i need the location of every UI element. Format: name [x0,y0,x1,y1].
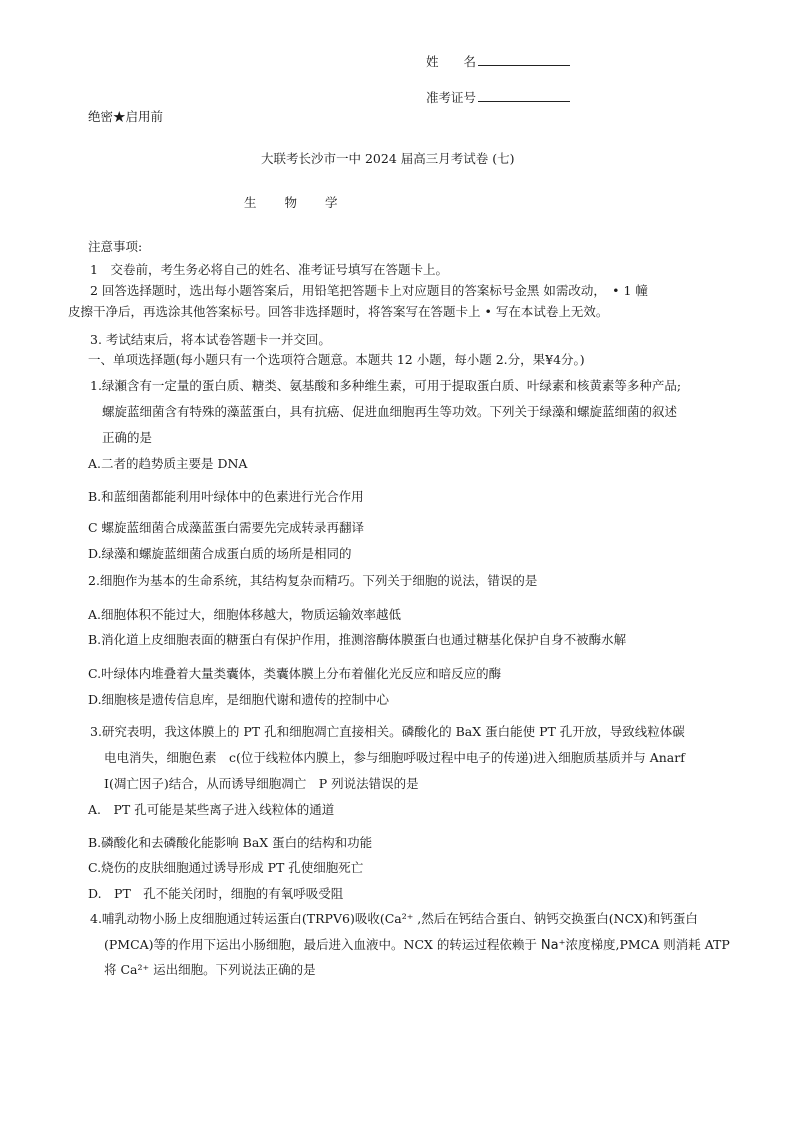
q1-option-c: C 螺旋蓝细菌合成藻蓝蛋白需要先完成转录再翻译 [88,520,365,535]
id-field [426,89,570,106]
q3-option-b: B.磷酸化和去磷酸化能影响 BaX 蛋白的结构和功能 [88,835,373,850]
q2-stem: 2.细胞作为基本的生命系统，其结构复杂而精巧。下列关于细胞的说法，错误的是 [88,573,538,588]
q2-option-b: B.消化道上皮细胞表面的糖蛋白有保护作用，推测溶酶体膜蛋白也通过糖基化保护自身不被酶水解 [88,632,627,647]
notes-item-2a: 2 回答选择题时，选出每小题答案后，用铅笔把答题卡上对应题目的答案标号金黑 如需改动， • 1 幢 [90,283,648,298]
notes-title: 注意事项: [88,239,143,254]
secret-label: 绝密★启用前 [88,109,164,124]
name-blank [478,53,570,66]
notes-item-2b: 皮擦干净后，再选涂其他答案标号。回答非选择题时，将答案写在答题卡上 • 写在本试卷上无效。 [68,304,609,319]
q1-stem-2: 螺旋蓝细菌含有特殊的藻蓝蛋白，具有抗癌、促进血细胞再生等功效。下列关于绿藻和螺旋蓝细菌的叙述 [102,404,678,419]
notes-item-1: 1 交卷前，考生务必将自己的姓名、准考证号填写在答题卡上。 [90,262,448,277]
q4-stem-3: 将 Ca²⁺ 运出细胞。下列说法正确的是 [104,962,316,977]
q1-stem-3: 正确的是 [102,430,153,445]
id-blank [478,89,570,102]
q1-option-a: A.二者的趋势质主要是 DNA [88,456,248,471]
q2-option-c: C.叶绿体内堆叠着大量类囊体，类囊体膜上分布着催化光反应和暗反应的酶 [88,666,502,681]
q3-stem-3: I(凋亡因子)结合，从而诱导细胞凋亡 P 列说法错误的是 [104,776,419,791]
exam-title: 大联考长沙市一中 2024 届高三月考试卷 (七) [261,151,515,166]
q4-stem-2 [104,937,730,954]
q3-stem-2: 电电消失，细胞色素 c(位于线粒体内膜上，参与细胞呼吸过程中电子的传递)进入细胞质基质并与 Anarf [104,750,685,765]
id-label: 准考证号 [426,90,477,105]
q2-option-d: D.细胞核是遗传信息库，是细胞代谢和遗传的控制中心 [88,692,390,707]
q3-option-c: C.烧伤的皮肤细胞通过诱导形成 PT 孔使细胞死亡 [88,860,364,875]
q2-option-a: A.细胞体积不能过大，细胞体移越大，物质运输效率越低 [88,607,402,622]
q1-option-d: D.绿藻和螺旋蓝细菌合成蛋白质的场所是相同的 [88,546,352,561]
q3-option-a: A. PT 孔可能是某些离子进入线粒体的通道 [88,802,335,817]
q4-sodium-ion: Na⁺ [540,938,566,953]
q1-stem-1: 1.绿瀬含有一定量的蛋白质、糖类、氨基酸和多种维生素，可用于提取蛋白质、叶绿素和核黄素等多种产品; [90,378,682,393]
notes-item-3: 3. 考试结束后，将本试卷答题卡一并交回。 [90,332,331,347]
q4-stem-2b: 浓度梯度,PMCA 则消耗 ATP [565,937,730,952]
name-label: 姓 名 [426,54,477,69]
subject-title [244,195,338,211]
subject-char-1: 生 [244,195,257,210]
q4-stem-1: 4.哺乳动物小肠上皮细胞通过转运蛋白(TRPV6)吸收(Ca²⁺ ,然后在钙结合蛋白、钠钙交换蛋白(NCX)和钙蛋白 [90,911,698,926]
section-heading: 一、单项选择题(每小题只有一个选项符合题意。本题共 12 小题，每小题 2.分，果¥4分。) [88,352,585,367]
q3-option-d: D. PT 孔不能关闭时，细胞的有氧呼吸受阻 [88,886,344,901]
subject-char-2: 物 [284,195,298,210]
subject-char-3: 学 [325,195,338,210]
q3-stem-1: 3.研究表明，我这体膜上的 PT 孔和细胞凋亡直接相关。磷酸化的 BaX 蛋白能使 PT 孔开放，导致线粒体碳 [90,724,685,739]
q1-option-b: B.和蓝细菌都能利用叶绿体中的色素进行光合作用 [88,489,364,504]
q4-stem-2a: (PMCA)等的作用下运出小肠细胞，最后进入血液中。NCX 的转运过程依赖于 [104,937,541,952]
name-field [426,53,570,70]
